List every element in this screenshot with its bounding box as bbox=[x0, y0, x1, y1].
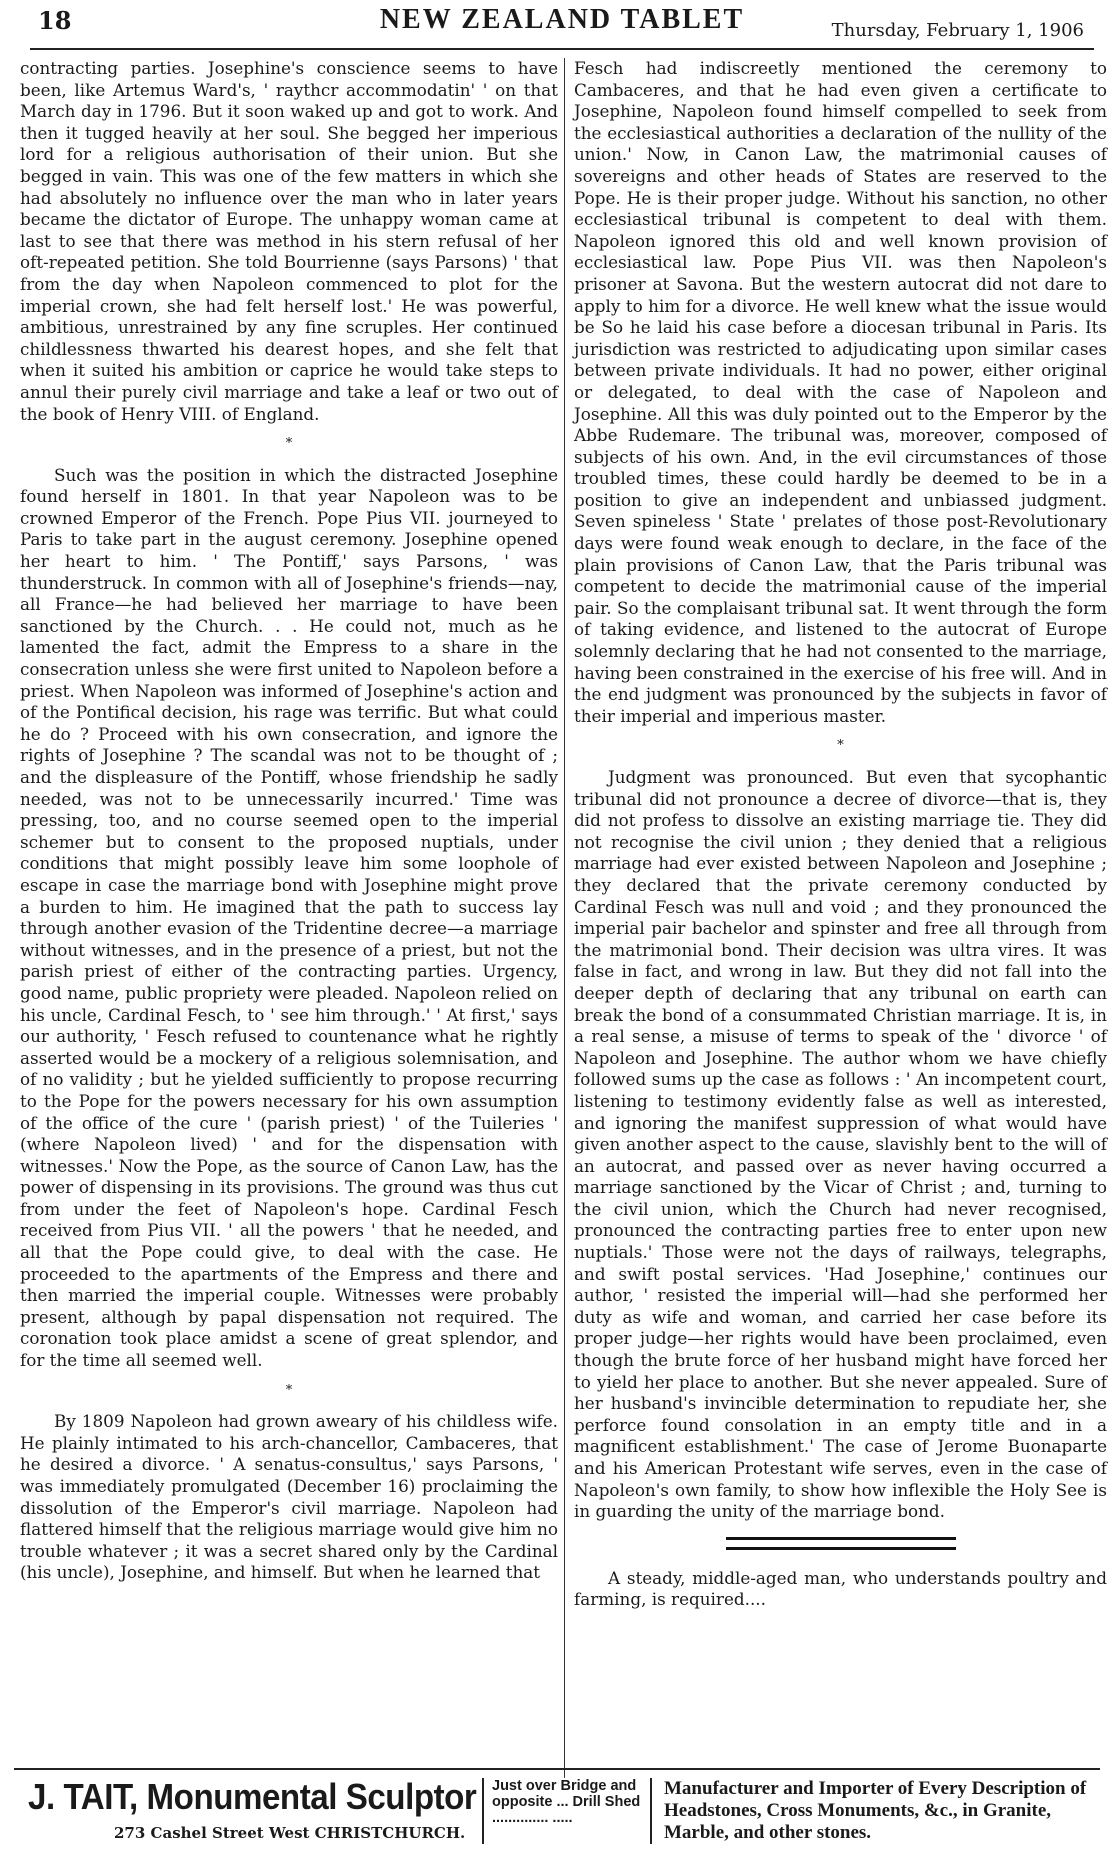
right-column bbox=[574, 58, 1107, 1611]
left-column bbox=[20, 58, 558, 1584]
section-separator: * bbox=[285, 436, 293, 452]
section-separator: * bbox=[837, 738, 844, 754]
header-rule bbox=[30, 48, 1094, 50]
article-paragraph: contracting parties. Josephine's conscience seems to have been, like Artemus Ward's, ' raythcr accommodatin' ' on that March day in 1796. But it soon waked up and got to work. And then it tugged heavily at her soul. She begged her imperious lord for a religious authorisation of their union. But she begged in vain. This was one of the few matters in which she had absolutely no influence over the man who in later years became the dictator of Europe. The unhappy woman came at last to see that there was method in his stern refusal of her oft-repeated petition. She told Bourrienne (says Parsons) ' that from the day when Napoleon commenced to plot for the imperial crown, she had felt herself lost.' He was powerful, ambitious, unrestrained by any fine scruples. Her continued childlessness thwarted his dearest hopes, and she felt that when it suited his ambition or caprice he would take steps to annul their purely civil marriage and take a leaf or two out of the book of Henry VIII. of England. bbox=[20, 58, 558, 424]
page-header bbox=[30, 0, 1094, 50]
page-number: 18 bbox=[38, 6, 72, 35]
ad-business-name: J. TAIT, Monumental Sculptor bbox=[28, 1776, 477, 1817]
article-paragraph: By 1809 Napoleon had grown aweary of his childless wife. He plainly intimated to his arch-chancellor, Cambaceres, that he desired a divorce. ' A senatus-consultus,' says Parsons, ' was immediately promulgated (December 16) proclaiming the dissolution of the Emperor's civil marriage. Napoleon had flattered himself that the religious marriage would give him no trouble whatever ; it was a secret shared only by the Cardinal (his uncle), Josephine, and himself. But when he learned that bbox=[20, 1411, 558, 1583]
article-paragraph: Such was the position in which the distracted Josephine found herself in 1801. In that year Napoleon was to be crowned Emperor of the French. Pope Pius VII. journeyed to Paris to take part in the august ceremony. Josephine opened her heart to him. ' The Pontiff,' says Parsons, ' was thunderstruck. In common with all of Josephine's friends—nay, all France—he had believed her marriage to have been sanctioned by the Church. . . He could not, much as he lamented the fact, admit the Empress to a share in the consecration unless she were first united to Napoleon before a priest. When Napoleon was informed of Josephine's action and of the Pontifical decision, his rage was terrific. But what could he do ? Proceed with his own consecration, and ignore the rights of Josephine ? The scandal was not to be thought of ; and the displeasure of the Pontiff, whose friendship he sadly needed, was not to be unnecessarily incurred.' Time was pressing, too, and no course seemed open to the imperial schemer but to consent to the proposed nuptials, under conditions that might possibly leave him some loophole of escape in case the marriage bond with Josephine might prove a burden to him. He imagined that the path to success lay through another evasion of the Tridentine decree—a marriage without witnesses, and in the presence of a priest, but not the parish priest of either of the contracting parties. Urgency, good name, public propriety were pleaded. Napoleon relied on his uncle, Cardinal Fesch, to ' see him through.' ' At first,' says our authority, ' Fesch refused to countenance what he rightly asserted would be a mockery of a religious solemnisation, and of no validity ; but he yielded sufficiently to propose recurring to the Pope for the powers necessary for his own assumption of the office of the cure ' (parish priest) ' of the Tuileries ' (where Napoleon lived) ' and for the dispensation with witnesses.' Now the Pope, as the source of Canon Law, has the power of dispensing in its provisions. The ground was thus cut from under the feet of Napoleon's hope. Cardinal Fesch received from Pius VII. ' all the powers ' that he needed, and all that the Pope could give, to deal with the case. He proceeded to the apartments of the Empress and there and then married the imperial couple. Witnesses were probably present, although by papal dispensation not required. The coronation took place amidst a scene of great splendor, and for the time all seemed well. bbox=[20, 464, 558, 1371]
ad-address: 273 Cashel Street West CHRISTCHURCH. bbox=[114, 1824, 466, 1842]
issue-date: Thursday, February 1, 1906 bbox=[831, 20, 1084, 41]
article-paragraph: Judgment was pronounced. But even that sycophantic tribunal did not pronounce a decree of divorce—that is, they did not profess to dissolve an existing marriage tie. They did not recognise the civil union ; they denied that a religious marriage had ever existed between Napoleon and Josephine ; they declared that the private ceremony conducted by Cardinal Fesch was null and void ; and they pronounced the imperial pair bachelor and spinster and free all through from the matrimonial bond. Their decision was ultra vires. It was false in fact, and wrong in law. But they did not fall into the deeper depth of declaring that any tribunal on earth can break the bond of a consummated Christian marriage. It is, in a real sense, a misuse of terms to speak of the ' divorce ' of Napoleon and Josephine. The author whom we have chiefly followed sums up the case as follows : ' An incompetent court, listening to testimony evidently false as well as interested, and ignoring the manifest suppression of what would have given another aspect to the cause, slavishly bent to the will of an autocrat, and passed over as never having occurred a marriage sanctioned by the Vicar of Christ ; and, turning to the civil union, which the Church had never recognised, pronounced the contracting parties free to enter upon new nuptials.' Those were not the days of railways, telegraphs, and swift postal services. 'Had Josephine,' continues our author, ' resisted the imperial will—had she performed her duty as wife and woman, and carried her case before its proper judge—her rights would have been proclaimed, even though the brute force of her husband might have forced her to yield her place to another. But she never appealed. Sure of her husband's invincible determination to repudiate her, she perforce found consolation in an empty title and in a magnificent establishment.' The case of Jerome Buonaparte and his American Protestant wife serves, even in the case of Napoleon's own family, to show how inflexible the Holy See is in guarding the unity of the marriage bond. bbox=[574, 767, 1107, 1522]
ad-description: Manufacturer and Importer of Every Description of Headstones, Cross Monuments, &c., in Granite, Marble, and other stones. bbox=[664, 1778, 1087, 1843]
ad-location: Just over Bridge and opposite ... Drill Shed .............. ..... bbox=[482, 1778, 652, 1844]
section-separator: * bbox=[285, 1382, 293, 1398]
column-divider bbox=[564, 58, 565, 1778]
article-end-rule bbox=[726, 1537, 956, 1550]
article-paragraph: Fesch had indiscreetly mentioned the ceremony to Cambaceres, and that he had even given a certificate to Josephine, Napoleon found himself compelled to seek from the ecclesiastical authorities a declaration of the nullity of the union.' Now, in Canon Law, the matrimonial causes of sovereigns and other heads of States are reserved to the Pope. He is their proper judge. Without his sanction, no other ecclesiastical tribunal is competent to deal with them. Napoleon ignored this old and well known provision of ecclesiastical law. Pope Pius VII. was then Napoleon's prisoner at Savona. But the western autocrat did not dare to apply to him for a divorce. He well knew what the issue would be So he laid his case before a diocesan tribunal in Paris. Its jurisdiction was restricted to adjudicating upon similar cases between private individuals. It had no power, either original or delegated, to deal with the case of Napoleon and Josephine. All this was duly pointed out to the Emperor by the Abbe Rudemare. The tribunal was, moreover, composed of subjects of his own. And, in the evil circumstances of those troubled times, these could hardly be deemed to be in a position to give an independent and unbiassed judgment. Seven spineless ' State ' prelates of those post-Revolutionary days were found weak enough to declare, in the face of the plain provisions of Canon Law, that the Paris tribunal was competent to decide the matrimonial cause of the imperial pair. So the complaisant tribunal sat. It went through the form of taking evidence, and listened to the autocrat of Europe solemnly declaring that he had not consented to the marriage, having been constrained in the exercise of his free will. And in the end judgment was pronounced by the subjects in favor of their imperial and imperious master. bbox=[574, 58, 1107, 726]
masthead-title: NEW ZEALAND TABLET bbox=[379, 4, 745, 35]
advertisement bbox=[14, 1768, 1100, 1854]
classified-note: A steady, middle-aged man, who understands poultry and farming, is required.... bbox=[574, 1567, 1107, 1610]
